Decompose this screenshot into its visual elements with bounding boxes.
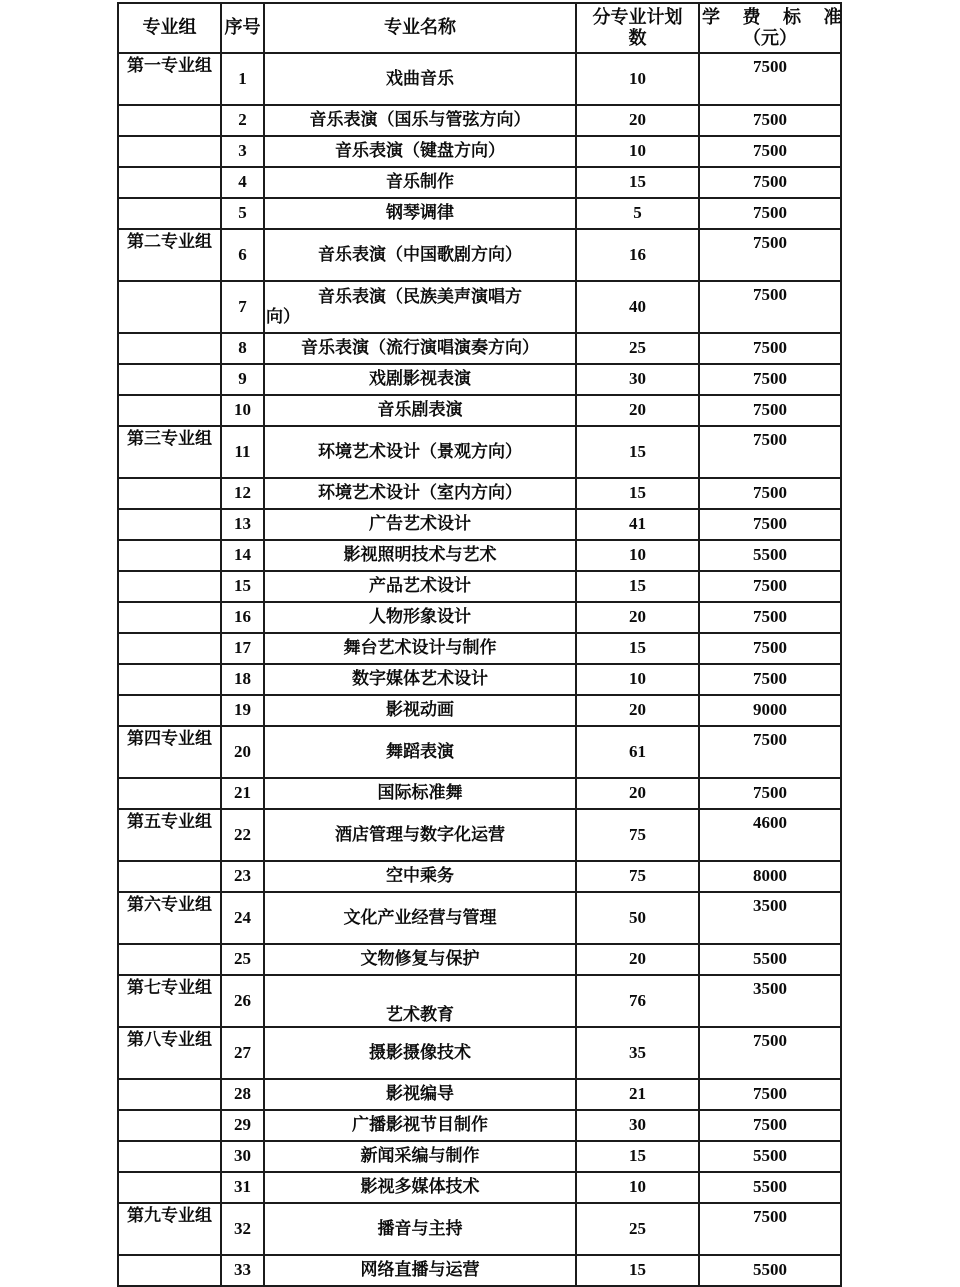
- cell-major-name: 音乐剧表演: [264, 395, 576, 426]
- cell-major-group: [118, 571, 221, 602]
- cell-major-name: 影视编导: [264, 1079, 576, 1110]
- cell-serial-no: 30: [221, 1141, 264, 1172]
- cell-plan-count: 10: [576, 1172, 699, 1203]
- cell-plan-count: 15: [576, 478, 699, 509]
- cell-major-name: 产品艺术设计: [264, 571, 576, 602]
- cell-serial-no: 10: [221, 395, 264, 426]
- cell-serial-no: 11: [221, 426, 264, 478]
- cell-serial-no: 2: [221, 105, 264, 136]
- cell-plan-count: 50: [576, 892, 699, 944]
- cell-serial-no: 15: [221, 571, 264, 602]
- cell-tuition-fee: 8000: [699, 861, 841, 892]
- cell-major-name-line2: 向）: [266, 307, 300, 326]
- cell-plan-count: 20: [576, 944, 699, 975]
- cell-major-name: 数字媒体艺术设计: [264, 664, 576, 695]
- cell-tuition-fee: 7500: [699, 1027, 841, 1079]
- cell-tuition-fee: 9000: [699, 695, 841, 726]
- table-row: [118, 695, 841, 726]
- enrollment-plan-table: [117, 2, 851, 1287]
- cell-serial-no: 32: [221, 1203, 264, 1255]
- cell-major-group: 第九专业组: [118, 1203, 221, 1255]
- table-row: [118, 571, 841, 602]
- cell-serial-no: 26: [221, 975, 264, 1027]
- table-header-row: [118, 3, 841, 53]
- cell-major-name: 音乐表演（中国歌剧方向）: [264, 229, 576, 281]
- cell-major-name: 广播影视节目制作: [264, 1110, 576, 1141]
- cell-plan-count: 20: [576, 778, 699, 809]
- cell-plan-count: 10: [576, 664, 699, 695]
- cell-major-group: [118, 861, 221, 892]
- cell-plan-count: 20: [576, 695, 699, 726]
- cell-plan-count: 15: [576, 1141, 699, 1172]
- cell-tuition-fee: 7500: [699, 53, 841, 105]
- cell-tuition-fee: 5500: [699, 540, 841, 571]
- cell-tuition-fee: 7500: [699, 1110, 841, 1141]
- cell-major-name: 舞台艺术设计与制作: [264, 633, 576, 664]
- cell-major-name: 音乐表演（国乐与管弦方向）: [264, 105, 576, 136]
- header-plan-count: [576, 3, 699, 53]
- cell-plan-count: 20: [576, 602, 699, 633]
- cell-major-name: 影视多媒体技术: [264, 1172, 576, 1203]
- cell-plan-count: 61: [576, 726, 699, 778]
- cell-serial-no: 27: [221, 1027, 264, 1079]
- cell-tuition-fee: 5500: [699, 1172, 841, 1203]
- cell-major-name: 音乐表演（键盘方向）: [264, 136, 576, 167]
- cell-tuition-fee: 5500: [699, 1255, 841, 1286]
- cell-major-name: 文化产业经营与管理: [264, 892, 576, 944]
- cell-serial-no: 19: [221, 695, 264, 726]
- cell-serial-no: 1: [221, 53, 264, 105]
- cell-serial-no: 9: [221, 364, 264, 395]
- cell-plan-count: 5: [576, 198, 699, 229]
- cell-tuition-fee: 5500: [699, 1141, 841, 1172]
- cell-major-name: 空中乘务: [264, 861, 576, 892]
- cell-major-name: 国际标准舞: [264, 778, 576, 809]
- cell-major-group: 第二专业组: [118, 229, 221, 281]
- cell-major-group: [118, 509, 221, 540]
- cell-tuition-fee: 7500: [699, 778, 841, 809]
- cell-major-group: [118, 602, 221, 633]
- table-row: [118, 281, 841, 333]
- cell-tuition-fee: 7500: [699, 602, 841, 633]
- cell-major-group: [118, 364, 221, 395]
- cell-major-group: 第六专业组: [118, 892, 221, 944]
- header-plan-count-l2: 数: [628, 28, 647, 48]
- cell-serial-no: 18: [221, 664, 264, 695]
- table-row: [118, 1172, 841, 1203]
- cell-serial-no: 4: [221, 167, 264, 198]
- cell-tuition-fee: 7500: [699, 229, 841, 281]
- cell-major-name: 艺术教育: [264, 975, 576, 1027]
- cell-major-group: [118, 333, 221, 364]
- table-row: [118, 364, 841, 395]
- cell-major-name: 影视照明技术与艺术: [264, 540, 576, 571]
- cell-plan-count: 15: [576, 167, 699, 198]
- cell-serial-no: 17: [221, 633, 264, 664]
- table-row: [118, 426, 841, 478]
- cell-serial-no: 29: [221, 1110, 264, 1141]
- cell-major-group: [118, 136, 221, 167]
- cell-plan-count: 21: [576, 1079, 699, 1110]
- cell-plan-count: 20: [576, 105, 699, 136]
- cell-plan-count: 15: [576, 1255, 699, 1286]
- cell-plan-count: 75: [576, 861, 699, 892]
- table-row: [118, 395, 841, 426]
- cell-major-group: [118, 778, 221, 809]
- table-row: [118, 1203, 841, 1255]
- cell-plan-count: 40: [576, 281, 699, 333]
- cell-tuition-fee: 7500: [699, 633, 841, 664]
- cell-serial-no: 22: [221, 809, 264, 861]
- cell-tuition-fee: 3500: [699, 892, 841, 944]
- cell-major-group: [118, 633, 221, 664]
- table-row: [118, 664, 841, 695]
- cell-tuition-fee: 3500: [699, 975, 841, 1027]
- cell-major-name: 钢琴调律: [264, 198, 576, 229]
- table-row: [118, 198, 841, 229]
- cell-serial-no: 3: [221, 136, 264, 167]
- table-row: [118, 975, 841, 1027]
- cell-major-name: 戏剧影视表演: [264, 364, 576, 395]
- cell-serial-no: 21: [221, 778, 264, 809]
- cell-major-name: 影视动画: [264, 695, 576, 726]
- cell-serial-no: 12: [221, 478, 264, 509]
- cell-major-name: 音乐制作: [264, 167, 576, 198]
- cell-serial-no: 33: [221, 1255, 264, 1286]
- cell-tuition-fee: 7500: [699, 1079, 841, 1110]
- table-row: [118, 509, 841, 540]
- cell-major-group: 第一专业组: [118, 53, 221, 105]
- cell-plan-count: 10: [576, 540, 699, 571]
- cell-tuition-fee: 7500: [699, 664, 841, 695]
- cell-major-group: 第三专业组: [118, 426, 221, 478]
- cell-tuition-fee: 4600: [699, 809, 841, 861]
- cell-major-name: 网络直播与运营: [264, 1255, 576, 1286]
- cell-serial-no: 23: [221, 861, 264, 892]
- cell-plan-count: 75: [576, 809, 699, 861]
- table-row: [118, 633, 841, 664]
- cell-serial-no: 16: [221, 602, 264, 633]
- table-row: [118, 1110, 841, 1141]
- cell-major-group: 第七专业组: [118, 975, 221, 1027]
- cell-major-name: 戏曲音乐: [264, 53, 576, 105]
- cell-tuition-fee: 5500: [699, 944, 841, 975]
- cell-plan-count: 30: [576, 364, 699, 395]
- cell-major-group: [118, 478, 221, 509]
- cell-major-group: [118, 167, 221, 198]
- table-row: [118, 229, 841, 281]
- cell-tuition-fee: 7500: [699, 167, 841, 198]
- cell-major-group: 第八专业组: [118, 1027, 221, 1079]
- cell-major-group: 第四专业组: [118, 726, 221, 778]
- cell-major-name: 环境艺术设计（室内方向）: [264, 478, 576, 509]
- header-major-name: 专业名称: [264, 3, 576, 53]
- cell-plan-count: 15: [576, 426, 699, 478]
- cell-major-name: 环境艺术设计（景观方向）: [264, 426, 576, 478]
- cell-serial-no: 24: [221, 892, 264, 944]
- table-row: [118, 1141, 841, 1172]
- cell-serial-no: 7: [221, 281, 264, 333]
- cell-plan-count: 16: [576, 229, 699, 281]
- header-serial-no: [221, 3, 264, 53]
- cell-major-name: 酒店管理与数字化运营: [264, 809, 576, 861]
- cell-tuition-fee: 7500: [699, 364, 841, 395]
- table-row: [118, 1255, 841, 1286]
- cell-plan-count: 41: [576, 509, 699, 540]
- table-row: [118, 892, 841, 944]
- table-row: [118, 861, 841, 892]
- cell-tuition-fee: 7500: [699, 1203, 841, 1255]
- table-row: [118, 602, 841, 633]
- table-row: [118, 53, 841, 105]
- cell-plan-count: 10: [576, 136, 699, 167]
- cell-plan-count: 10: [576, 53, 699, 105]
- cell-plan-count: 15: [576, 633, 699, 664]
- cell-major-name: 播音与主持: [264, 1203, 576, 1255]
- cell-major-group: [118, 105, 221, 136]
- cell-major-name: 广告艺术设计: [264, 509, 576, 540]
- header-tuition-fee-l2: （元）: [743, 28, 797, 48]
- header-serial-no-l1: 序号: [224, 17, 261, 38]
- cell-major-group: [118, 281, 221, 333]
- cell-major-group: [118, 198, 221, 229]
- cell-major-group: [118, 1255, 221, 1286]
- table-row: [118, 726, 841, 778]
- cell-plan-count: 30: [576, 1110, 699, 1141]
- table-row: [118, 167, 841, 198]
- cell-tuition-fee: 7500: [699, 333, 841, 364]
- table-row: [118, 540, 841, 571]
- cell-major-name-line1: 音乐表演（民族美声演唱方: [318, 286, 522, 306]
- cell-plan-count: 25: [576, 333, 699, 364]
- cell-major-name: 人物形象设计: [264, 602, 576, 633]
- cell-tuition-fee: 7500: [699, 136, 841, 167]
- cell-major-group: [118, 1079, 221, 1110]
- table-row: [118, 105, 841, 136]
- cell-plan-count: 25: [576, 1203, 699, 1255]
- cell-tuition-fee: 7500: [699, 105, 841, 136]
- cell-major-name: 摄影摄像技术: [264, 1027, 576, 1079]
- header-tuition-fee-l1: 学 费 标 准: [702, 6, 851, 27]
- cell-tuition-fee: 7500: [699, 571, 841, 602]
- cell-major-name: 音乐表演（流行演唱演奏方向）: [264, 333, 576, 364]
- cell-serial-no: 20: [221, 726, 264, 778]
- cell-serial-no: 13: [221, 509, 264, 540]
- cell-major-group: [118, 944, 221, 975]
- cell-serial-no: 31: [221, 1172, 264, 1203]
- table-row: [118, 944, 841, 975]
- cell-plan-count: 15: [576, 571, 699, 602]
- cell-major-group: [118, 1110, 221, 1141]
- cell-major-name: 新闻采编与制作: [264, 1141, 576, 1172]
- cell-plan-count: 35: [576, 1027, 699, 1079]
- cell-major-name: [264, 281, 576, 333]
- cell-major-group: [118, 664, 221, 695]
- cell-major-group: [118, 540, 221, 571]
- header-plan-count-l1: 分专业计划: [592, 6, 683, 27]
- cell-tuition-fee: 7500: [699, 478, 841, 509]
- cell-plan-count: 76: [576, 975, 699, 1027]
- table-row: [118, 1027, 841, 1079]
- cell-major-group: [118, 1172, 221, 1203]
- cell-tuition-fee: 7500: [699, 426, 841, 478]
- cell-plan-count: 20: [576, 395, 699, 426]
- table-row: [118, 333, 841, 364]
- cell-tuition-fee: 7500: [699, 395, 841, 426]
- cell-serial-no: 6: [221, 229, 264, 281]
- cell-tuition-fee: 7500: [699, 509, 841, 540]
- table-row: [118, 809, 841, 861]
- table-row: [118, 1079, 841, 1110]
- cell-major-name: 文物修复与保护: [264, 944, 576, 975]
- cell-tuition-fee: 7500: [699, 198, 841, 229]
- cell-serial-no: 28: [221, 1079, 264, 1110]
- table-row: [118, 778, 841, 809]
- header-major-group: 专业组: [118, 3, 221, 53]
- cell-serial-no: 5: [221, 198, 264, 229]
- cell-serial-no: 8: [221, 333, 264, 364]
- cell-serial-no: 25: [221, 944, 264, 975]
- cell-tuition-fee: 7500: [699, 726, 841, 778]
- header-tuition-fee: [699, 3, 851, 53]
- cell-major-group: [118, 695, 221, 726]
- cell-major-group: [118, 1141, 221, 1172]
- table-row: [118, 136, 841, 167]
- table-row: [118, 478, 841, 509]
- cell-tuition-fee: 7500: [699, 281, 841, 333]
- cell-major-group: 第五专业组: [118, 809, 221, 861]
- cell-major-name: 舞蹈表演: [264, 726, 576, 778]
- cell-serial-no: 14: [221, 540, 264, 571]
- cell-major-group: [118, 395, 221, 426]
